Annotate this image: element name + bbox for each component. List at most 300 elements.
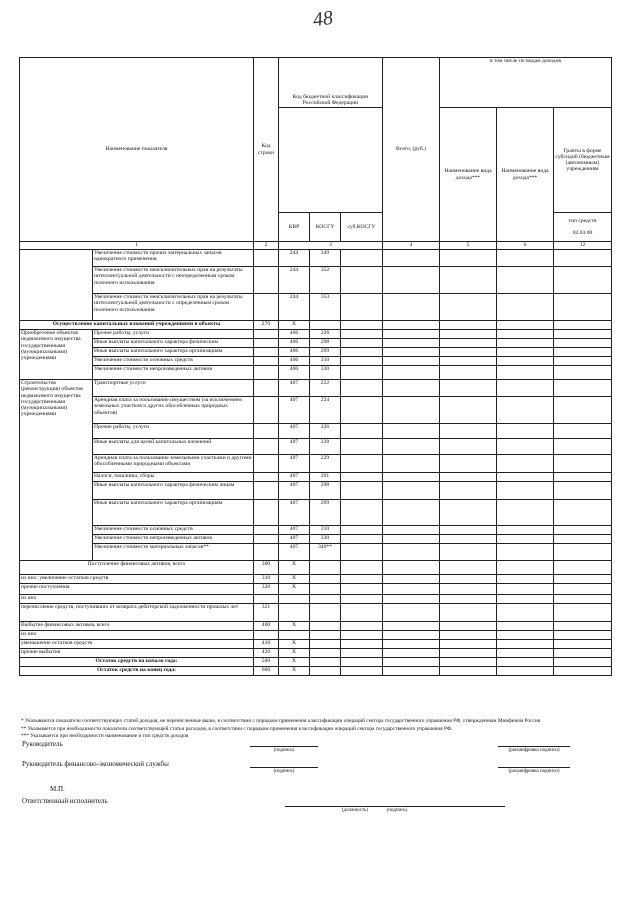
finance-decode-hint: (расшифровка подписи) xyxy=(508,769,560,774)
value-cell xyxy=(554,526,612,535)
value-cell xyxy=(440,366,497,380)
value-cell xyxy=(497,473,554,482)
row-code xyxy=(254,397,279,424)
row-code: 300 xyxy=(254,561,279,575)
kosgu-cell xyxy=(310,575,341,584)
kvr-cell: 407 xyxy=(279,500,310,526)
kosgu-cell: 229 xyxy=(310,455,341,473)
sub-kosgu-cell xyxy=(341,526,383,535)
kosgu-cell: 291 xyxy=(310,473,341,482)
kosgu-cell xyxy=(310,561,341,575)
capital-code: 270 xyxy=(254,321,279,330)
table-row xyxy=(20,294,612,321)
sub-kosgu-cell xyxy=(341,339,383,348)
kvr-cell: 244 xyxy=(279,267,310,294)
colnum-2: 2 xyxy=(254,242,279,250)
value-cell xyxy=(383,455,440,473)
value-cell xyxy=(554,330,612,339)
sub-kosgu-cell xyxy=(341,658,383,667)
value-cell xyxy=(554,561,612,575)
value-cell xyxy=(497,455,554,473)
value-cell xyxy=(383,357,440,366)
kosgu-cell xyxy=(310,667,341,676)
table-row xyxy=(20,339,612,348)
value-cell xyxy=(554,500,612,526)
sub-kosgu-cell xyxy=(341,631,383,640)
table-row xyxy=(20,658,612,667)
value-cell xyxy=(383,640,440,649)
value-cell xyxy=(383,631,440,640)
sub-kosgu-cell xyxy=(341,357,383,366)
row-label: Прочие работы, услуги xyxy=(93,330,254,339)
kvr-cell: 407 xyxy=(279,535,310,544)
value-cell xyxy=(383,500,440,526)
value-cell xyxy=(497,575,554,584)
value-cell xyxy=(383,667,440,676)
kosgu-cell: 298 xyxy=(310,482,341,500)
value-cell xyxy=(440,500,497,526)
colnum-4: 4 xyxy=(383,242,440,250)
kosgu-cell: 330 xyxy=(310,366,341,380)
value-cell xyxy=(383,604,440,622)
header-sub-kosgu: суб.КОСГУ xyxy=(341,213,383,242)
kosgu-cell xyxy=(310,584,341,595)
row-label: Иные выплаты для целей капитальных вложений xyxy=(93,439,254,455)
value-cell xyxy=(497,649,554,658)
row-code xyxy=(254,526,279,535)
value-cell xyxy=(497,357,554,366)
kvr-cell: 407 xyxy=(279,455,310,473)
row-code xyxy=(254,357,279,366)
row-label: Арендная плата за пользование имуществом (за исключением земельных участков и других обособленных природных объектов) xyxy=(93,397,254,424)
sub-kosgu-cell xyxy=(341,667,383,676)
sub-kosgu-cell xyxy=(341,250,383,267)
row-code: 410 xyxy=(254,640,279,649)
row-label: Транспортные услуги xyxy=(93,380,254,397)
kosgu-cell: 222 xyxy=(310,380,341,397)
kvr-cell xyxy=(279,631,310,640)
value-cell xyxy=(497,561,554,575)
value-cell xyxy=(440,544,497,561)
row-label: Выбытие финансовых активов, всего xyxy=(20,622,254,631)
header-grants: Гранты в форме субсидий (бюджетным (автономным) учреждениям xyxy=(554,108,612,213)
sub-kosgu-cell xyxy=(341,267,383,294)
executor-position-hint: (должность) xyxy=(341,808,369,813)
kosgu-cell xyxy=(310,622,341,631)
row-label: перечисление средств, поступивших от возврата дебиторской задолженности прошлых лет xyxy=(20,604,254,622)
kvr-cell: 407 xyxy=(279,482,310,500)
row-code xyxy=(254,455,279,473)
row-code: 320 xyxy=(254,584,279,595)
table-row xyxy=(20,424,612,439)
row-code: 500 xyxy=(254,658,279,667)
head-signature-hint: (подпись) xyxy=(273,748,295,753)
colnum-12: 12 xyxy=(554,242,612,250)
header-total: Всего, (руб.) xyxy=(383,58,440,242)
kosgu-cell xyxy=(310,631,341,640)
value-cell xyxy=(497,622,554,631)
sub-kosgu-cell xyxy=(341,482,383,500)
value-cell xyxy=(440,250,497,267)
value-cell xyxy=(383,473,440,482)
sub-kosgu-cell xyxy=(341,544,383,561)
value-cell xyxy=(554,575,612,584)
value-cell xyxy=(497,667,554,676)
value-cell xyxy=(383,366,440,380)
row-code: 600 xyxy=(254,667,279,676)
row-code: 400 xyxy=(254,622,279,631)
table-row xyxy=(20,667,612,676)
table-row xyxy=(20,561,612,575)
value-cell xyxy=(554,640,612,649)
header-kvr: КВР xyxy=(279,213,310,242)
kosgu-cell xyxy=(310,658,341,667)
value-cell xyxy=(440,380,497,397)
head-decode-hint: (расшифровка подписи) xyxy=(508,748,560,753)
row-label: Арендная плата за пользование земельными участками и другими обособленными природными объектами xyxy=(93,455,254,473)
kvr-cell: X xyxy=(279,575,310,584)
row-label: Увеличение стоимости непроизведенных активов xyxy=(93,366,254,380)
value-cell xyxy=(554,482,612,500)
value-cell xyxy=(440,575,497,584)
kosgu-cell: 226 xyxy=(310,330,341,339)
kosgu-cell: 353 xyxy=(310,294,341,321)
value-cell xyxy=(554,348,612,357)
value-cell xyxy=(440,640,497,649)
value-cell xyxy=(497,640,554,649)
value-cell xyxy=(554,250,612,267)
value-cell xyxy=(497,631,554,640)
value-cell xyxy=(383,544,440,561)
row-code xyxy=(254,339,279,348)
sub-kosgu-cell xyxy=(341,321,383,330)
colnum-6: 6 xyxy=(497,242,554,250)
row-code xyxy=(254,544,279,561)
value-cell xyxy=(497,339,554,348)
value-cell xyxy=(383,321,440,330)
kvr-cell: X xyxy=(279,321,310,330)
colnum-1: 1 xyxy=(20,242,254,250)
kvr-cell: 406 xyxy=(279,348,310,357)
row-label: Иные выплаты капитального характера организациям xyxy=(93,500,254,526)
value-cell xyxy=(554,473,612,482)
table-row xyxy=(20,622,612,631)
funds-code: 02.03.00 xyxy=(572,230,593,237)
row-label: Налоги, пошлины, сборы xyxy=(93,473,254,482)
sub-kosgu-cell xyxy=(341,500,383,526)
value-cell xyxy=(440,473,497,482)
kvr-cell xyxy=(279,595,310,604)
kosgu-cell: 224 xyxy=(310,397,341,424)
colnum-5: 5 xyxy=(440,242,497,250)
value-cell xyxy=(554,439,612,455)
table-row xyxy=(20,348,612,357)
table-row xyxy=(20,595,612,604)
value-cell xyxy=(440,294,497,321)
row-label: Прочие работы, услуги xyxy=(93,424,254,439)
table-row xyxy=(20,649,612,658)
kvr-cell: X xyxy=(279,667,310,676)
table-row xyxy=(20,267,612,294)
header-indicator: Наименование показателя xyxy=(20,58,254,242)
value-cell xyxy=(554,535,612,544)
value-cell xyxy=(497,424,554,439)
value-cell xyxy=(497,595,554,604)
value-cell xyxy=(497,267,554,294)
value-cell xyxy=(383,330,440,339)
kosgu-cell: 298 xyxy=(310,339,341,348)
footnote-1: * Указываются показатели соответствующих статей доходов, не перечисленные выше, в соответствии с порядком применения классификации операций сектора государственного управления РФ, утвержденным Минфином России xyxy=(21,718,541,724)
kosgu-cell: 340** xyxy=(310,544,341,561)
kosgu-cell xyxy=(310,640,341,649)
row-code xyxy=(254,500,279,526)
value-cell xyxy=(497,348,554,357)
value-cell xyxy=(554,649,612,658)
row-label: Иные выплаты капитального характера физическим лицам xyxy=(93,482,254,500)
executor-label: Ответственный исполнитель xyxy=(22,797,108,805)
value-cell xyxy=(554,455,612,473)
table-row xyxy=(20,482,612,500)
kvr-cell: 406 xyxy=(279,357,310,366)
value-cell xyxy=(440,584,497,595)
value-cell xyxy=(440,330,497,339)
row-label: Увеличение стоимости непроизведенных активов xyxy=(93,535,254,544)
table-row xyxy=(20,455,612,473)
table-row xyxy=(20,397,612,424)
row-code xyxy=(254,595,279,604)
value-cell xyxy=(383,482,440,500)
table-row xyxy=(20,535,612,544)
value-cell xyxy=(554,339,612,348)
table-row xyxy=(20,366,612,380)
kvr-cell: 407 xyxy=(279,439,310,455)
footnote-3: *** Указывается при необходимости наименование и тип средств доходов xyxy=(21,733,189,740)
value-cell xyxy=(440,649,497,658)
value-cell xyxy=(383,526,440,535)
page-number: 48 xyxy=(311,6,335,32)
row-label: Увеличение стоимости материальных запасов** xyxy=(93,544,254,561)
value-cell xyxy=(440,321,497,330)
table-row xyxy=(20,575,612,584)
value-cell xyxy=(440,439,497,455)
kosgu-cell: 349 xyxy=(310,250,341,267)
kosgu-cell: 310 xyxy=(310,526,341,535)
value-cell xyxy=(440,357,497,366)
row-code xyxy=(254,473,279,482)
value-cell xyxy=(497,544,554,561)
footnote-2: ** Указывается при необходимости показатели соответствующей статьи расходов, в соответствии с порядком применения классификации операций сектора государственного управления РФ. xyxy=(21,725,453,732)
value-cell xyxy=(554,658,612,667)
executor-signature-hint: (подпись) xyxy=(386,808,408,813)
row-label: из них xyxy=(20,631,254,640)
row-label: Остаток средств на конец года: xyxy=(20,667,254,676)
value-cell xyxy=(383,424,440,439)
table-row xyxy=(20,473,612,482)
value-cell xyxy=(554,380,612,397)
value-cell xyxy=(497,366,554,380)
header-kosgu: КОСГУ xyxy=(310,213,341,242)
table-row xyxy=(20,330,612,339)
footnotes xyxy=(21,718,611,741)
column-numbers-row xyxy=(20,242,612,250)
value-cell xyxy=(440,667,497,676)
value-cell xyxy=(554,584,612,595)
capital-row xyxy=(20,321,612,330)
sub-kosgu-cell xyxy=(341,649,383,658)
table-row xyxy=(20,544,612,561)
sub-kosgu-cell xyxy=(341,640,383,649)
sub-kosgu-cell xyxy=(341,330,383,339)
value-cell xyxy=(440,622,497,631)
group-label: Приобретение объектов недвижимого имущества государственными (муниципальными) учреждениями xyxy=(20,330,93,380)
row-code xyxy=(254,424,279,439)
sub-kosgu-cell xyxy=(341,455,383,473)
value-cell xyxy=(554,321,612,330)
sub-kosgu-cell xyxy=(341,380,383,397)
finance-signature-hint: (подпись) xyxy=(273,769,295,774)
row-label: Увеличение стоимости основных средств xyxy=(93,357,254,366)
sub-kosgu-cell xyxy=(341,294,383,321)
kosgu-cell xyxy=(310,321,341,330)
value-cell xyxy=(440,604,497,622)
value-cell xyxy=(554,631,612,640)
sub-kosgu-cell xyxy=(341,561,383,575)
sub-kosgu-cell xyxy=(341,575,383,584)
kvr-cell: X xyxy=(279,640,310,649)
value-cell xyxy=(497,526,554,535)
kvr-cell: 406 xyxy=(279,330,310,339)
value-cell xyxy=(383,658,440,667)
sub-kosgu-cell xyxy=(341,473,383,482)
row-label: прочие выбытия xyxy=(20,649,254,658)
kosgu-cell: 228 xyxy=(310,439,341,455)
sub-kosgu-cell xyxy=(341,366,383,380)
value-cell xyxy=(554,622,612,631)
kosgu-cell: 299 xyxy=(310,500,341,526)
value-cell xyxy=(554,544,612,561)
row-label: прочие поступления xyxy=(20,584,254,595)
value-cell xyxy=(440,339,497,348)
value-cell xyxy=(497,439,554,455)
kvr-cell: 406 xyxy=(279,339,310,348)
value-cell xyxy=(554,366,612,380)
value-cell xyxy=(383,267,440,294)
value-cell xyxy=(497,500,554,526)
value-cell xyxy=(440,526,497,535)
kvr-cell: 407 xyxy=(279,397,310,424)
value-cell xyxy=(497,380,554,397)
sub-kosgu-cell xyxy=(341,424,383,439)
value-cell xyxy=(497,658,554,667)
row-code: 420 xyxy=(254,649,279,658)
kosgu-cell xyxy=(310,595,341,604)
stamp-label: М.П. xyxy=(50,785,65,793)
row-code xyxy=(254,482,279,500)
value-cell xyxy=(440,561,497,575)
row-code xyxy=(254,294,279,321)
value-cell xyxy=(497,584,554,595)
kosgu-cell: 352 xyxy=(310,267,341,294)
sub-kosgu-cell xyxy=(341,397,383,424)
table-row xyxy=(20,640,612,649)
value-cell xyxy=(440,535,497,544)
kvr-cell: X xyxy=(279,584,310,595)
empty-group-cell xyxy=(20,250,93,321)
row-code xyxy=(254,250,279,267)
kvr-cell: 244 xyxy=(279,294,310,321)
row-label: Увеличение стоимости прочих материальных запасов однократного применения xyxy=(93,250,254,267)
header-budget-class: Код бюджетной классификации Российской Федерации xyxy=(279,58,383,108)
value-cell xyxy=(440,424,497,439)
kosgu-cell: 299 xyxy=(310,348,341,357)
capital-label: Осуществление капитальных вложений учреждениями в объекты xyxy=(20,321,254,330)
value-cell xyxy=(383,595,440,604)
kvr-cell: 407 xyxy=(279,424,310,439)
row-label: Увеличение стоимости неисключительных прав на результаты интеллектуальной деятельности с определенным сроком полезного использования xyxy=(93,294,254,321)
table-row xyxy=(20,250,612,267)
value-cell xyxy=(497,397,554,424)
kvr-cell xyxy=(279,604,310,622)
kvr-cell: 407 xyxy=(279,380,310,397)
value-cell xyxy=(554,294,612,321)
value-cell xyxy=(440,595,497,604)
row-label: Увеличение стоимости неисключительных прав на результаты интеллектуальной деятельности с неопределенным сроком полезного использования xyxy=(93,267,254,294)
row-label: Иные выплаты капитального характера организациям xyxy=(93,348,254,357)
table-row xyxy=(20,526,612,535)
value-cell xyxy=(383,397,440,424)
value-cell xyxy=(554,424,612,439)
financial-plan-table xyxy=(19,57,612,676)
value-cell xyxy=(497,482,554,500)
row-label: Иные выплаты капитального характера физическим xyxy=(93,339,254,348)
value-cell xyxy=(383,294,440,321)
kvr-cell: X xyxy=(279,658,310,667)
value-cell xyxy=(497,604,554,622)
sub-kosgu-cell xyxy=(341,584,383,595)
value-cell xyxy=(383,348,440,357)
value-cell xyxy=(440,267,497,294)
header-including: в том числе по видам доходов xyxy=(440,58,612,108)
value-cell xyxy=(383,584,440,595)
kvr-cell: 406 xyxy=(279,366,310,380)
row-code xyxy=(254,535,279,544)
sub-kosgu-cell xyxy=(341,535,383,544)
value-cell xyxy=(554,267,612,294)
colnum-3: 3 xyxy=(279,242,383,250)
row-label: уменьшение остатков средств xyxy=(20,640,254,649)
group-label: Строительство (реконструкция) объектов недвижимого имущества государственными (муниципальными) учреждениями xyxy=(20,380,93,561)
row-code xyxy=(254,267,279,294)
table-row xyxy=(20,584,612,595)
kvr-cell: X xyxy=(279,622,310,631)
value-cell xyxy=(383,649,440,658)
value-cell xyxy=(497,330,554,339)
table-row xyxy=(20,439,612,455)
funds-type-label: тип средств xyxy=(568,217,597,224)
head-label: Руководитель xyxy=(22,740,63,748)
value-cell xyxy=(554,667,612,676)
value-cell xyxy=(383,339,440,348)
value-cell xyxy=(497,321,554,330)
kvr-cell: 407 xyxy=(279,473,310,482)
value-cell xyxy=(554,397,612,424)
table-row xyxy=(20,357,612,366)
row-code xyxy=(254,366,279,380)
kvr-cell: X xyxy=(279,649,310,658)
row-code xyxy=(254,330,279,339)
kosgu-cell: 310 xyxy=(310,357,341,366)
kosgu-cell: 226 xyxy=(310,424,341,439)
